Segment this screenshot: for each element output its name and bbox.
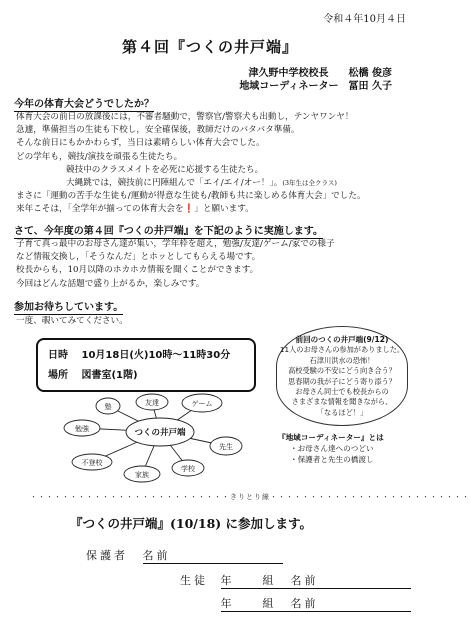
topic-mindmap	[60, 392, 260, 508]
mindmap-node-label: 塾	[104, 403, 112, 411]
mindmap-node-label: 勉強	[75, 425, 89, 433]
sports-day-body	[16, 111, 408, 217]
student-label: 生徒	[180, 574, 208, 587]
coordinator-note	[278, 432, 384, 465]
body-line: 今回はどんな話題で盛り上がるか，楽しみです。	[16, 278, 205, 289]
body-line: 体育大会の前日の放課後には，不審者騒動で，警察官/警察犬も出動し，テンヤワンヤ！	[16, 112, 354, 122]
body-line: 校長からも，10月以降のホカホカ情報を聞くことができます。	[16, 265, 259, 276]
mindmap-node-label: 学校	[181, 465, 195, 473]
event-info-box	[36, 338, 256, 392]
invite-line: 一度、覗いてみてください。	[16, 316, 128, 326]
form-title: 『つくの井戸端』(10/18) に参加します。	[70, 516, 313, 531]
mindmap-node-label: 友達	[145, 399, 159, 407]
bubble-title: 前回のつくの井戸端(9/12)	[295, 335, 389, 344]
cut-line: ・・・・・・・・・・・・・・・・・・・・・・・・・きりとり線・・・・・・・・・・・・・・・・・・・・・・・・・	[30, 493, 470, 501]
body-line: 来年こそは，「全学年が揃っての体育大会を❗」と願います。	[16, 204, 254, 215]
date-value: 10月18日(火)10時〜11時30分	[81, 350, 231, 361]
place-value: 図書室(1階)	[81, 370, 138, 381]
mindmap-center-label: つくの井戸端	[134, 428, 186, 438]
mindmap-node-label: 不登校	[81, 459, 103, 467]
body-line: まさに「運動の苦手な生徒も/運動が得意な生徒も/教師も共に楽しめる体育大会」でした。	[16, 191, 366, 202]
mindmap-node-label: 先生	[219, 443, 233, 451]
bubble-line: 思春期の我が子にどう寄り添う？	[288, 376, 396, 386]
section-heading-sports-day: 今年の体育大会どうでしたか？	[14, 95, 154, 112]
bubble-line: 「なるほど！」	[316, 407, 368, 417]
event-body	[16, 238, 408, 291]
guardian-name-field[interactable]: 名前	[143, 547, 283, 564]
document-title: 第４回『つくの井戸端』	[121, 38, 298, 56]
author-coordinator: 地域コーディネーター 冨田 久子	[239, 81, 392, 92]
body-line: 急遽，準備担当の生徒も下校し，安全確保後，教師だけのバタバタ準備。	[16, 125, 300, 136]
guardian-row	[86, 547, 283, 564]
bubble-line: 11人のお母さんの参加がありました。	[279, 345, 405, 355]
coordinator-note-title: 『地域コーディネーター』とは	[278, 433, 384, 442]
body-line: 大縄跳では，競技前に円陣組んで「エイ/エイ/オー！」。(3年生は全クラス)	[66, 178, 337, 189]
body-line: など情報交換し，「そうなんだ」とホッとしてもらえる場です。	[16, 252, 261, 263]
body-line: 子育て真っ最中のお母さん達が集い，学年枠を超え，勉強/友達/ゲーム/家での様子	[16, 239, 335, 249]
body-line: そんな前日にもかかわらず，当日は素晴らしい体育大会でした。	[16, 138, 265, 149]
date-label: 日時	[48, 350, 68, 361]
coordinator-note-line: ・お母さん達へのつどい	[290, 444, 374, 453]
bubble-line: お母さん同士でも校長からの	[295, 387, 389, 397]
bubble-line: 高校受験の不安にどう向き合う？	[288, 366, 396, 376]
document-date: 令和４年10月４日	[323, 14, 406, 25]
previous-session-bubble	[276, 326, 408, 426]
section-heading-event: さて、今年度の第４回『つくの井戸端』を下記のように実施します。	[14, 222, 323, 239]
guardian-label: 保護者	[86, 549, 128, 562]
bubble-line: さまざまな情報を聞きながら、	[291, 397, 393, 407]
student-row-1	[180, 572, 411, 589]
bubble-line: 石津川洪水の恐怖！	[309, 355, 375, 365]
student-2-field[interactable]: 年 組 名前	[221, 595, 411, 612]
mindmap-node-label: ゲーム	[191, 400, 213, 408]
mindmap-node-label: 家族	[135, 471, 149, 479]
student-row-2	[180, 595, 411, 612]
body-line: 競技中のクラスメイトを必死に応援する生徒たち。	[66, 164, 264, 175]
student-1-field[interactable]: 年 組 名前	[221, 572, 411, 589]
section-heading-invite: 参加お待ちしています。	[14, 298, 123, 315]
place-label: 場所	[48, 370, 68, 381]
coordinator-note-line: ・保護者と先生の橋渡し	[290, 455, 374, 464]
author-principal: 津久野中学校校長 松橋 俊彦	[248, 68, 392, 79]
body-line: どの学年も，競技/演技を頑張る生徒たち。	[16, 151, 183, 162]
